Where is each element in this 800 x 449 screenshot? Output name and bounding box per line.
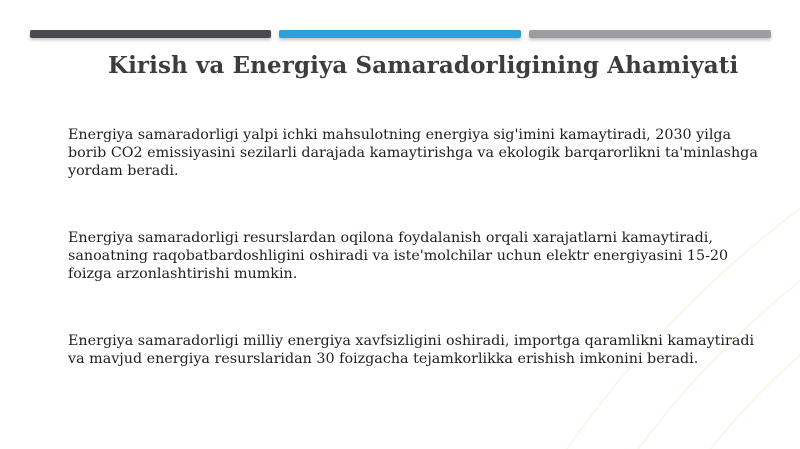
- slide-title: Kirish va Energiya Samaradorligining Ahamiyati: [108, 52, 739, 79]
- paragraph-2: Energiya samaradorligi resurslardan oqilona foydalanish orqali xarajatlarni kamaytiradi, sanoatning raqobatbardoshligini oshiradi va iste'molchilar uchun elektr energiyasini 15-20 foizga arzonlashtirishi mumkin.: [68, 230, 729, 282]
- paragraph-3: Energiya samaradorligi milliy energiya xavfsizligini oshiradi, importga qaramlikni kamaytiradi va mavjud energiya resurslaridan 30 foizgacha tejamkorlikka erishish imkonini beradi.: [68, 333, 755, 367]
- top-accent-bar-gray: [529, 30, 771, 38]
- top-accent-bar-blue: [279, 30, 521, 38]
- paragraph-1: Energiya samaradorligi yalpi ichki mahsulotning energiya sig'imini kamaytiradi, 2030 yilga borib CO2 emissiyasini sezilarli darajada kamaytirishga va ekologik barqarorlikni ta'minlashga yordam beradi.: [68, 127, 758, 179]
- top-accent-bar-dark: [30, 30, 271, 38]
